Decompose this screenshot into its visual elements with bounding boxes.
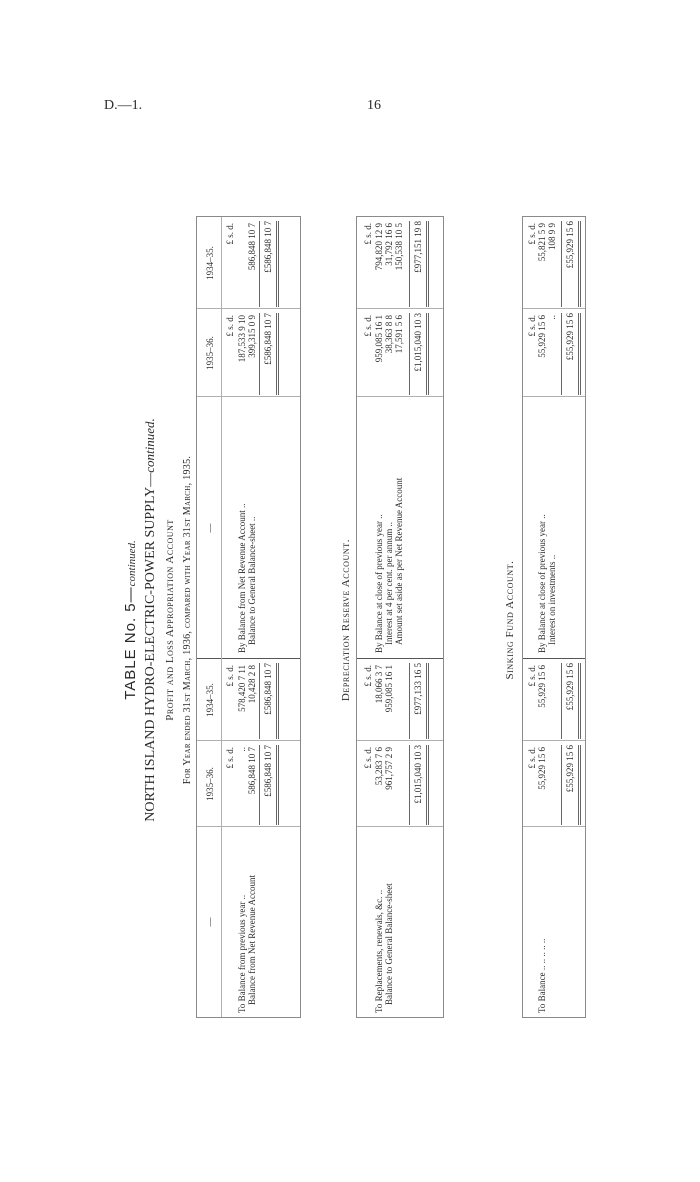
sinking-fund-account-table <box>522 216 586 1018</box>
amount: 10,428 2 8 <box>247 665 257 704</box>
total-amount: £1,015,040 10 3 <box>409 313 429 395</box>
amount: 53,283 7 6 <box>374 747 384 786</box>
account-line: Balance to General Balance-sheet <box>384 883 394 1005</box>
total-amount: £977,151 19 8 <box>409 221 429 307</box>
amount: 31,792 16 6 <box>384 223 394 266</box>
total-amount: £977,133 16 5 <box>409 663 429 739</box>
amount: 150,538 10 5 <box>394 223 404 271</box>
unit-label: £ s. d. <box>363 747 373 769</box>
profit-loss-heading: Profit and Loss Appropriation Account <box>164 519 176 721</box>
unit-label: £ s. d. <box>527 665 537 687</box>
amount: 586,848 10 7 <box>247 747 257 795</box>
account-line: By Balance at close of previous year .. <box>537 514 547 653</box>
amount: 794,820 12 9 <box>374 223 384 271</box>
account-line: To Balance from previous year .. <box>237 894 247 1013</box>
total-amount: £586,848 10 7 <box>259 663 279 739</box>
profit-loss-subheading: For Year ended 31st March, 1936, compared with Year 31st March, 1935. <box>182 455 193 785</box>
account-line: Balance from Net Revenue Account <box>247 875 257 1005</box>
total-amount: £586,848 10 7 <box>259 221 279 307</box>
amount: 586,848 10 7 <box>247 223 257 271</box>
amount: 187,533 9 10 <box>237 315 247 363</box>
amount: 108 9 9 <box>547 223 557 250</box>
amount: 18,066 3 7 <box>374 665 384 704</box>
amount: 578,420 7 11 <box>237 665 247 712</box>
unit-label: £ s. d. <box>225 747 235 769</box>
amount: 17,591 5 6 <box>394 315 404 354</box>
account-line: To Replacements, renewals, &c. .. <box>374 889 384 1013</box>
amount: 959,085 16 1 <box>384 665 394 713</box>
account-line: By Balance from Net Revenue Account .. <box>237 503 247 653</box>
unit-label: £ s. d. <box>363 665 373 687</box>
total-amount: £55,929 15 6 <box>561 663 581 739</box>
rotated-table-page <box>118 140 628 1100</box>
sinking-fund-heading: Sinking Fund Account. <box>504 560 516 680</box>
amount: 38,363 8 8 <box>384 315 394 354</box>
dr-year-previous: 1934–35. <box>205 683 215 717</box>
table-number-heading: TABLE No. 5—continued. <box>122 540 139 700</box>
total-amount: £1,015,040 10 3 <box>409 745 429 825</box>
unit-label: £ s. d. <box>527 223 537 245</box>
amount: 959,085 16 1 <box>374 315 384 363</box>
amount: .. <box>237 747 247 752</box>
account-line: Amount set aside as per Net Revenue Account <box>394 477 404 645</box>
total-amount: £586,848 10 7 <box>259 745 279 825</box>
account-line: Balance to General Balance-sheet .. <box>247 516 257 645</box>
amount: 55,821 5 9 <box>537 223 547 262</box>
page-reference: D.—1. <box>104 98 143 113</box>
amount: 961,757 2 9 <box>384 747 394 790</box>
account-line: Interest at 4 per cent. per annum .. <box>384 522 394 645</box>
unit-label: £ s. d. <box>527 747 537 769</box>
total-amount: £55,929 15 6 <box>561 313 581 395</box>
profit-loss-account-table <box>196 216 301 1018</box>
account-line: Interest on investments .. <box>547 554 557 645</box>
amount: 55,929 15 6 <box>537 747 547 790</box>
cr-year-previous: 1934–35. <box>205 246 215 280</box>
dr-year-current: 1935–36. <box>205 767 215 801</box>
amount: .. <box>547 315 557 320</box>
table-name-heading: NORTH ISLAND HYDRO-ELECTRIC-POWER SUPPLY—continued. <box>142 418 158 822</box>
total-amount: £55,929 15 6 <box>561 745 581 825</box>
total-amount: £586,848 10 7 <box>259 313 279 395</box>
depreciation-account-table <box>356 216 444 1018</box>
unit-label: £ s. d. <box>225 665 235 687</box>
account-line: To Balance .. .. .. .. .. <box>537 938 547 1013</box>
unit-label: £ s. d. <box>225 315 235 337</box>
unit-label: £ s. d. <box>225 223 235 245</box>
amount: 55,929 15 6 <box>537 665 547 708</box>
amount: 399,315 0 9 <box>247 315 257 358</box>
dr-header-dash: — <box>205 917 215 927</box>
cr-header-dash: — <box>205 523 215 533</box>
unit-label: £ s. d. <box>363 315 373 337</box>
page-number: 16 <box>367 98 381 113</box>
depreciation-heading: Depreciation Reserve Account. <box>340 538 352 702</box>
amount: 55,929 15 6 <box>537 315 547 358</box>
account-line: By Balance at close of previous year .. <box>374 514 384 653</box>
total-amount: £55,929 15 6 <box>561 221 581 307</box>
cr-year-current: 1935–36. <box>205 336 215 370</box>
unit-label: £ s. d. <box>363 223 373 245</box>
unit-label: £ s. d. <box>527 315 537 337</box>
